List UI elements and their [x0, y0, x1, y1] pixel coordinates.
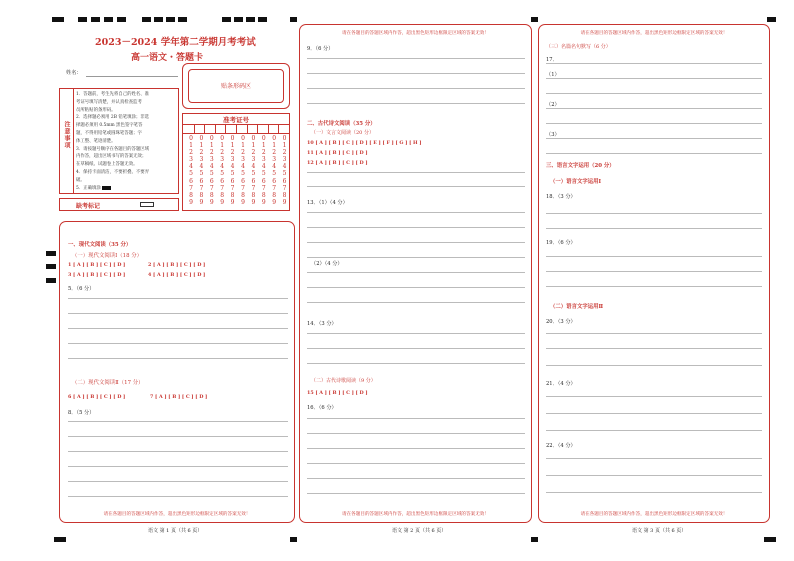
digit-bubble[interactable]: 6	[282, 177, 287, 185]
digit-bubble[interactable]: 1	[251, 142, 256, 150]
digit-bubble[interactable]: 8	[220, 191, 225, 199]
digit-bubble[interactable]: 3	[189, 156, 193, 164]
q13-2-label: （2）（4 分）	[311, 261, 343, 267]
notice-item: 考证号填写清楚，并认真检查监考	[76, 99, 142, 105]
digit-bubble[interactable]: 2	[272, 149, 277, 157]
digit-bubble[interactable]: 2	[230, 149, 235, 157]
digit-bubble[interactable]: 6	[272, 177, 277, 185]
answer-line[interactable]	[307, 448, 525, 449]
answer-line[interactable]	[307, 212, 525, 213]
registration-mark	[531, 17, 538, 22]
digit-bubble[interactable]: 9	[272, 198, 277, 206]
digit-bubble[interactable]: 7	[209, 184, 214, 192]
registration-mark	[531, 537, 538, 542]
digit-bubble[interactable]: 5	[199, 170, 204, 178]
answer-line[interactable]	[307, 272, 525, 273]
answer-line[interactable]	[546, 123, 762, 124]
answer-line[interactable]	[546, 286, 762, 287]
digit-bubble[interactable]: 4	[282, 163, 287, 171]
notice-item: 4．保持卡面清洁，不要折叠、不要弄	[76, 169, 150, 175]
digit-bubble[interactable]: 3	[241, 156, 245, 164]
digit-bubble[interactable]: 5	[241, 170, 245, 178]
section1-sub2: （二）现代文阅读Ⅱ（17 分）	[72, 380, 144, 386]
section3-title: 三、语言文字运用（20 分）	[546, 163, 615, 169]
warning-text: 请在各题目的答题区域内作答，超出黑色矩形边框限定区域的答案无效！	[341, 31, 489, 36]
answer-line[interactable]	[68, 358, 288, 359]
answer-line[interactable]	[68, 298, 288, 299]
answer-line[interactable]	[307, 257, 525, 258]
registration-mark	[46, 264, 56, 269]
registration-mark	[767, 17, 776, 22]
digit-bubble[interactable]: 7	[230, 184, 235, 192]
digit-bubble[interactable]: 1	[272, 142, 277, 150]
digit-bubble[interactable]: 7	[199, 184, 204, 192]
exam-number-column[interactable]	[228, 135, 238, 206]
digit-bubble[interactable]: 5	[282, 170, 287, 178]
q13-1-label: 13．（1）（4 分）	[307, 200, 348, 206]
answer-line[interactable]	[307, 58, 525, 59]
notice-item-text: 5．正确填涂	[76, 185, 101, 191]
q17-blank-1: （1）	[546, 72, 560, 78]
page2-footer: 语文 第 2 页（共 6 页）	[392, 528, 447, 534]
q14-label: 14．（3 分）	[307, 321, 337, 327]
digit-bubble[interactable]: 0	[189, 135, 193, 142]
digit-bubble[interactable]: 5	[261, 170, 266, 178]
registration-mark	[46, 251, 56, 256]
q22-label: 22．（4 分）	[546, 443, 576, 449]
answer-line[interactable]	[546, 93, 762, 94]
grid-divider	[236, 124, 237, 133]
digit-bubble[interactable]: 1	[261, 142, 266, 150]
exam-number-column[interactable]	[207, 135, 217, 206]
digit-bubble[interactable]: 9	[230, 198, 235, 206]
digit-bubble[interactable]: 2	[189, 149, 193, 157]
digit-bubble[interactable]: 4	[241, 163, 245, 171]
registration-mark	[246, 17, 255, 22]
digit-bubble[interactable]: 6	[241, 177, 245, 185]
notice-list	[76, 91, 149, 192]
digit-bubble[interactable]: 3	[209, 156, 214, 164]
answer-line[interactable]	[546, 153, 762, 154]
digit-bubble[interactable]: 6	[199, 177, 204, 185]
exam-number-column[interactable]	[280, 135, 290, 206]
notice-item: 破。	[76, 177, 85, 183]
digit-bubble[interactable]: 0	[230, 135, 235, 142]
registration-mark	[154, 17, 163, 22]
q17-blank-2: （2）	[546, 102, 560, 108]
digit-bubble[interactable]: 3	[282, 156, 287, 164]
answer-line[interactable]	[307, 103, 525, 104]
digit-bubble[interactable]: 9	[251, 198, 256, 206]
notice-item: 体工整、笔迹清楚。	[76, 138, 116, 144]
exam-number-column[interactable]	[217, 135, 227, 206]
digit-bubble[interactable]: 3	[199, 156, 204, 164]
grid-divider	[268, 124, 269, 133]
absent-row	[59, 198, 179, 211]
answer-line[interactable]	[307, 227, 525, 228]
digit-bubble[interactable]: 1	[230, 142, 235, 150]
digit-bubble[interactable]: 8	[199, 191, 204, 199]
digit-bubble[interactable]: 2	[251, 149, 256, 157]
name-field[interactable]	[86, 76, 178, 77]
answer-line[interactable]	[307, 242, 525, 243]
digit-bubble[interactable]: 6	[209, 177, 214, 185]
digit-bubble[interactable]: 5	[209, 170, 214, 178]
answer-line[interactable]	[307, 172, 525, 173]
grid-divider	[247, 124, 248, 133]
registration-mark	[78, 17, 87, 22]
registration-mark	[52, 17, 64, 22]
notice-item: 择题必须用 0.5mm 黑色签字笔答	[76, 123, 143, 129]
digit-bubble[interactable]: 7	[282, 184, 287, 192]
grid-divider	[278, 124, 279, 133]
digit-bubble[interactable]: 8	[189, 191, 193, 199]
answer-line[interactable]	[68, 451, 288, 452]
digit-bubble[interactable]: 7	[272, 184, 277, 192]
digit-bubble[interactable]: 3	[261, 156, 266, 164]
digit-bubble[interactable]: 0	[272, 135, 277, 142]
mc-q12[interactable]: 12 [ A ] [ B ] [ C ] [ D ]	[307, 160, 368, 166]
section3-sub2: （二）语言文字运用Ⅱ	[550, 304, 604, 310]
digit-bubble[interactable]: 2	[199, 149, 204, 157]
mc-q1[interactable]: 1 [ A ] [ B ] [ C ] [ D ]	[68, 262, 126, 268]
notice-item: 内作答，超出区域书写的答案无效；	[76, 154, 147, 160]
digit-bubble[interactable]: 0	[261, 135, 266, 142]
registration-mark	[764, 537, 776, 542]
card-subtitle: 高一语文・答题卡	[131, 53, 204, 63]
digit-bubble[interactable]: 0	[282, 135, 287, 142]
page1-footer: 语文 第 1 页（共 6 页）	[148, 528, 203, 534]
answer-line[interactable]	[307, 418, 525, 419]
digit-bubble[interactable]: 2	[241, 149, 245, 157]
grid-divider	[215, 124, 216, 133]
digit-bubble[interactable]: 7	[241, 184, 245, 192]
digit-bubble[interactable]: 9	[209, 198, 214, 206]
section1-sub3: （三）名篇名句默写（6 分）	[546, 44, 611, 50]
name-label: 姓名：	[66, 70, 82, 76]
registration-mark	[142, 17, 151, 22]
answer-line[interactable]	[307, 302, 525, 303]
q19-label: 19．（6 分）	[546, 240, 576, 246]
exam-number-column[interactable]	[186, 135, 196, 206]
notice-box	[59, 88, 179, 194]
digit-bubble[interactable]: 9	[220, 198, 225, 206]
digit-bubble[interactable]: 4	[189, 163, 193, 171]
digit-bubble[interactable]: 5	[230, 170, 235, 178]
answer-line[interactable]	[68, 421, 288, 422]
answer-line[interactable]	[68, 481, 288, 482]
answer-line[interactable]	[546, 413, 762, 414]
answer-line[interactable]	[546, 63, 762, 64]
digit-bubble[interactable]: 2	[261, 149, 266, 157]
answer-line[interactable]	[307, 88, 525, 89]
exam-number-column[interactable]	[259, 135, 269, 206]
digit-bubble[interactable]: 7	[189, 184, 193, 192]
registration-mark	[104, 17, 113, 22]
exam-number-label: 准考证号	[223, 116, 249, 124]
q20-label: 20．（3 分）	[546, 319, 576, 325]
digit-bubble[interactable]: 8	[261, 191, 266, 199]
answer-line[interactable]	[68, 328, 288, 329]
digit-bubble[interactable]: 8	[241, 191, 245, 199]
digit-bubble[interactable]: 9	[282, 198, 287, 206]
registration-mark	[166, 17, 175, 22]
digit-bubble[interactable]: 8	[230, 191, 235, 199]
digit-bubble[interactable]: 9	[199, 198, 204, 206]
registration-mark	[290, 17, 297, 22]
section3-sub1: （一）语言文字运用Ⅰ	[550, 179, 602, 185]
mc-q4[interactable]: 4 [ A ] [ B ] [ C ] [ D ]	[148, 272, 206, 278]
registration-mark	[290, 537, 297, 542]
digit-bubble[interactable]: 4	[199, 163, 204, 171]
warning-text: 请在各题目的答题区域内作答，超出黑色矩形边框限定区域的答案无效！	[103, 512, 251, 517]
digit-bubble[interactable]: 2	[220, 149, 225, 157]
exam-title: 2023－2024 学年第二学期月考考试	[95, 37, 256, 48]
digit-bubble[interactable]: 1	[220, 142, 225, 150]
warning-text: 请在各题目的答题区域内作答，超出黑色矩形边框限定区域的答案无效！	[580, 31, 728, 36]
digit-bubble[interactable]: 4	[272, 163, 277, 171]
absent-checkbox[interactable]	[140, 202, 154, 207]
registration-mark	[91, 17, 100, 22]
answer-line[interactable]	[307, 348, 525, 349]
answer-line[interactable]	[307, 333, 525, 334]
answer-line[interactable]	[546, 333, 762, 334]
notice-item: 在草稿纸、试题卷上答题无效。	[76, 162, 138, 168]
digit-bubble[interactable]: 5	[272, 170, 277, 178]
q5-label: 5．（6 分）	[68, 286, 95, 292]
digit-bubble[interactable]: 2	[282, 149, 287, 157]
answer-line[interactable]	[546, 228, 762, 229]
digit-bubble[interactable]: 8	[251, 191, 256, 199]
section1-title: 一、现代文阅读（35 分）	[68, 242, 132, 248]
q21-label: 21．（4 分）	[546, 381, 576, 387]
notice-label: 注意事项	[63, 121, 70, 149]
digit-bubble[interactable]: 7	[220, 184, 225, 192]
exam-number-column[interactable]	[238, 135, 248, 206]
mc-q6[interactable]: 6 [ A ] [ B ] [ C ] [ D ]	[68, 394, 126, 400]
q8-label: 8．（5 分）	[68, 410, 95, 416]
digit-bubble[interactable]: 6	[220, 177, 225, 185]
digit-bubble[interactable]: 5	[251, 170, 256, 178]
digit-bubble[interactable]: 0	[251, 135, 256, 142]
mc-q2[interactable]: 2 [ A ] [ B ] [ C ] [ D ]	[148, 262, 206, 268]
answer-line[interactable]	[68, 466, 288, 467]
answer-line[interactable]	[307, 493, 525, 494]
page3-footer: 语文 第 3 页（共 6 页）	[632, 528, 687, 534]
registration-mark	[117, 17, 126, 22]
notice-item	[76, 185, 149, 193]
mc-q11[interactable]: 11 [ A ] [ B ] [ C ] [ D ]	[307, 150, 368, 156]
digit-bubble[interactable]: 4	[251, 163, 256, 171]
digit-bubble[interactable]: 4	[220, 163, 225, 171]
q18-label: 18．（3 分）	[546, 194, 576, 200]
q16-label: 16．（6 分）	[307, 405, 337, 411]
answer-line[interactable]	[546, 108, 762, 109]
digit-bubble[interactable]: 6	[251, 177, 256, 185]
registration-mark	[222, 17, 231, 22]
answer-line[interactable]	[546, 138, 762, 139]
digit-bubble[interactable]: 1	[241, 142, 245, 150]
registration-mark	[234, 17, 243, 22]
digit-bubble[interactable]: 0	[199, 135, 204, 142]
section2-sub2: （二）古代诗歌阅读（9 分）	[311, 378, 376, 384]
answer-line[interactable]	[68, 496, 288, 497]
digit-bubble[interactable]: 4	[230, 163, 235, 171]
digit-bubble[interactable]: 1	[282, 142, 287, 150]
answer-line[interactable]	[307, 287, 525, 288]
digit-bubble[interactable]: 3	[251, 156, 256, 164]
digit-bubble[interactable]: 1	[189, 142, 193, 150]
filled-sample	[102, 186, 111, 190]
answer-line[interactable]	[546, 365, 762, 366]
digit-bubble[interactable]: 7	[261, 184, 266, 192]
answer-line[interactable]	[68, 313, 288, 314]
answer-line[interactable]	[546, 492, 762, 493]
answer-line[interactable]	[546, 78, 762, 79]
mc-q15[interactable]: 15 [ A ] [ B ] [ C ] [ D ]	[307, 390, 368, 396]
exam-number-bubbles[interactable]	[183, 135, 289, 209]
section2-title: 二、古代诗文阅读（35 分）	[307, 121, 376, 127]
digit-bubble[interactable]: 9	[189, 198, 193, 206]
q17-blank-3: （3）	[546, 132, 560, 138]
digit-bubble[interactable]: 3	[230, 156, 235, 164]
q17-label: 17．	[546, 57, 558, 63]
exam-number-column[interactable]	[248, 135, 258, 206]
digit-bubble[interactable]: 0	[209, 135, 214, 142]
grid-divider	[194, 124, 195, 133]
answer-line[interactable]	[546, 271, 762, 272]
answer-line[interactable]	[68, 343, 288, 344]
digit-bubble[interactable]: 2	[209, 149, 214, 157]
section2-sub1: （一）文言文阅读（20 分）	[311, 130, 374, 136]
digit-bubble[interactable]: 1	[199, 142, 204, 150]
answer-line[interactable]	[307, 186, 525, 187]
answer-line[interactable]	[307, 73, 525, 74]
digit-bubble[interactable]: 0	[220, 135, 225, 142]
answer-line[interactable]	[546, 458, 762, 459]
digit-bubble[interactable]: 9	[241, 198, 245, 206]
grid-divider	[225, 124, 226, 133]
grid-divider	[257, 124, 258, 133]
digit-bubble[interactable]: 6	[261, 177, 266, 185]
answer-line[interactable]	[307, 363, 525, 364]
answer-line[interactable]	[546, 348, 762, 349]
warning-text: 请在各题目的答题区域内作答，超出黑色矩形边框限定区域的答案无效！	[341, 512, 489, 517]
digit-bubble[interactable]: 1	[209, 142, 214, 150]
digit-bubble[interactable]: 7	[251, 184, 256, 192]
answer-line[interactable]	[546, 213, 762, 214]
notice-item: 2．选择题必须用 2B 铅笔填涂；非选	[76, 115, 150, 121]
answer-line[interactable]	[546, 475, 762, 476]
mc-q7[interactable]: 7 [ A ] [ B ] [ C ] [ D ]	[150, 394, 208, 400]
mc-q3[interactable]: 3 [ A ] [ B ] [ C ] [ D ]	[68, 272, 126, 278]
mc-q10[interactable]: 10 [ A ] [ B ] [ C ] [ D ] [ E ] [ F ] [ G ] [ H ]	[307, 140, 422, 146]
digit-bubble[interactable]: 6	[189, 177, 193, 185]
digit-bubble[interactable]: 9	[261, 198, 266, 206]
answer-line[interactable]	[68, 436, 288, 437]
registration-mark	[54, 537, 66, 542]
q9-label: 9．（6 分）	[307, 46, 334, 52]
notice-item: 题，不得用铅笔或圆珠笔答题；字	[76, 130, 142, 136]
absent-label: 缺考标记	[76, 203, 101, 210]
answer-line[interactable]	[546, 256, 762, 257]
digit-bubble[interactable]: 4	[209, 163, 214, 171]
answer-line[interactable]	[307, 478, 525, 479]
exam-number-column[interactable]	[269, 135, 279, 206]
notice-item: 1．答题前，考生先将自己的姓名、准	[76, 92, 150, 97]
notice-item: 员所粘贴的条形码。	[76, 107, 116, 113]
barcode-label: 贴条形码区	[220, 83, 251, 90]
section1-sub1: （一）现代文阅读Ⅰ（18 分）	[72, 253, 142, 259]
registration-mark	[258, 17, 267, 22]
exam-number-grid	[182, 113, 290, 211]
barcode-area	[182, 63, 290, 109]
answer-line[interactable]	[307, 433, 525, 434]
answer-line[interactable]	[546, 396, 762, 397]
registration-mark	[178, 17, 187, 22]
digit-bubble[interactable]: 5	[220, 170, 225, 178]
notice-item: 3．请按题号顺序在各题目的答题区域	[76, 146, 150, 152]
exam-number-column[interactable]	[196, 135, 206, 206]
digit-bubble[interactable]: 5	[189, 170, 193, 178]
registration-mark	[46, 278, 56, 283]
answer-line[interactable]	[546, 430, 762, 431]
grid-divider	[204, 124, 205, 133]
digit-bubble[interactable]: 8	[209, 191, 214, 199]
digit-bubble[interactable]: 8	[282, 191, 287, 199]
digit-bubble[interactable]: 8	[272, 191, 277, 199]
answer-line[interactable]	[307, 463, 525, 464]
digit-bubble[interactable]: 0	[241, 135, 245, 142]
digit-bubble[interactable]: 6	[230, 177, 235, 185]
warning-text: 请在各题目的答题区域内作答，超出黑色矩形边框限定区域的答案无效！	[580, 512, 728, 517]
digit-bubble[interactable]: 4	[261, 163, 266, 171]
digit-bubble[interactable]: 3	[220, 156, 225, 164]
digit-bubble[interactable]: 3	[272, 156, 277, 164]
